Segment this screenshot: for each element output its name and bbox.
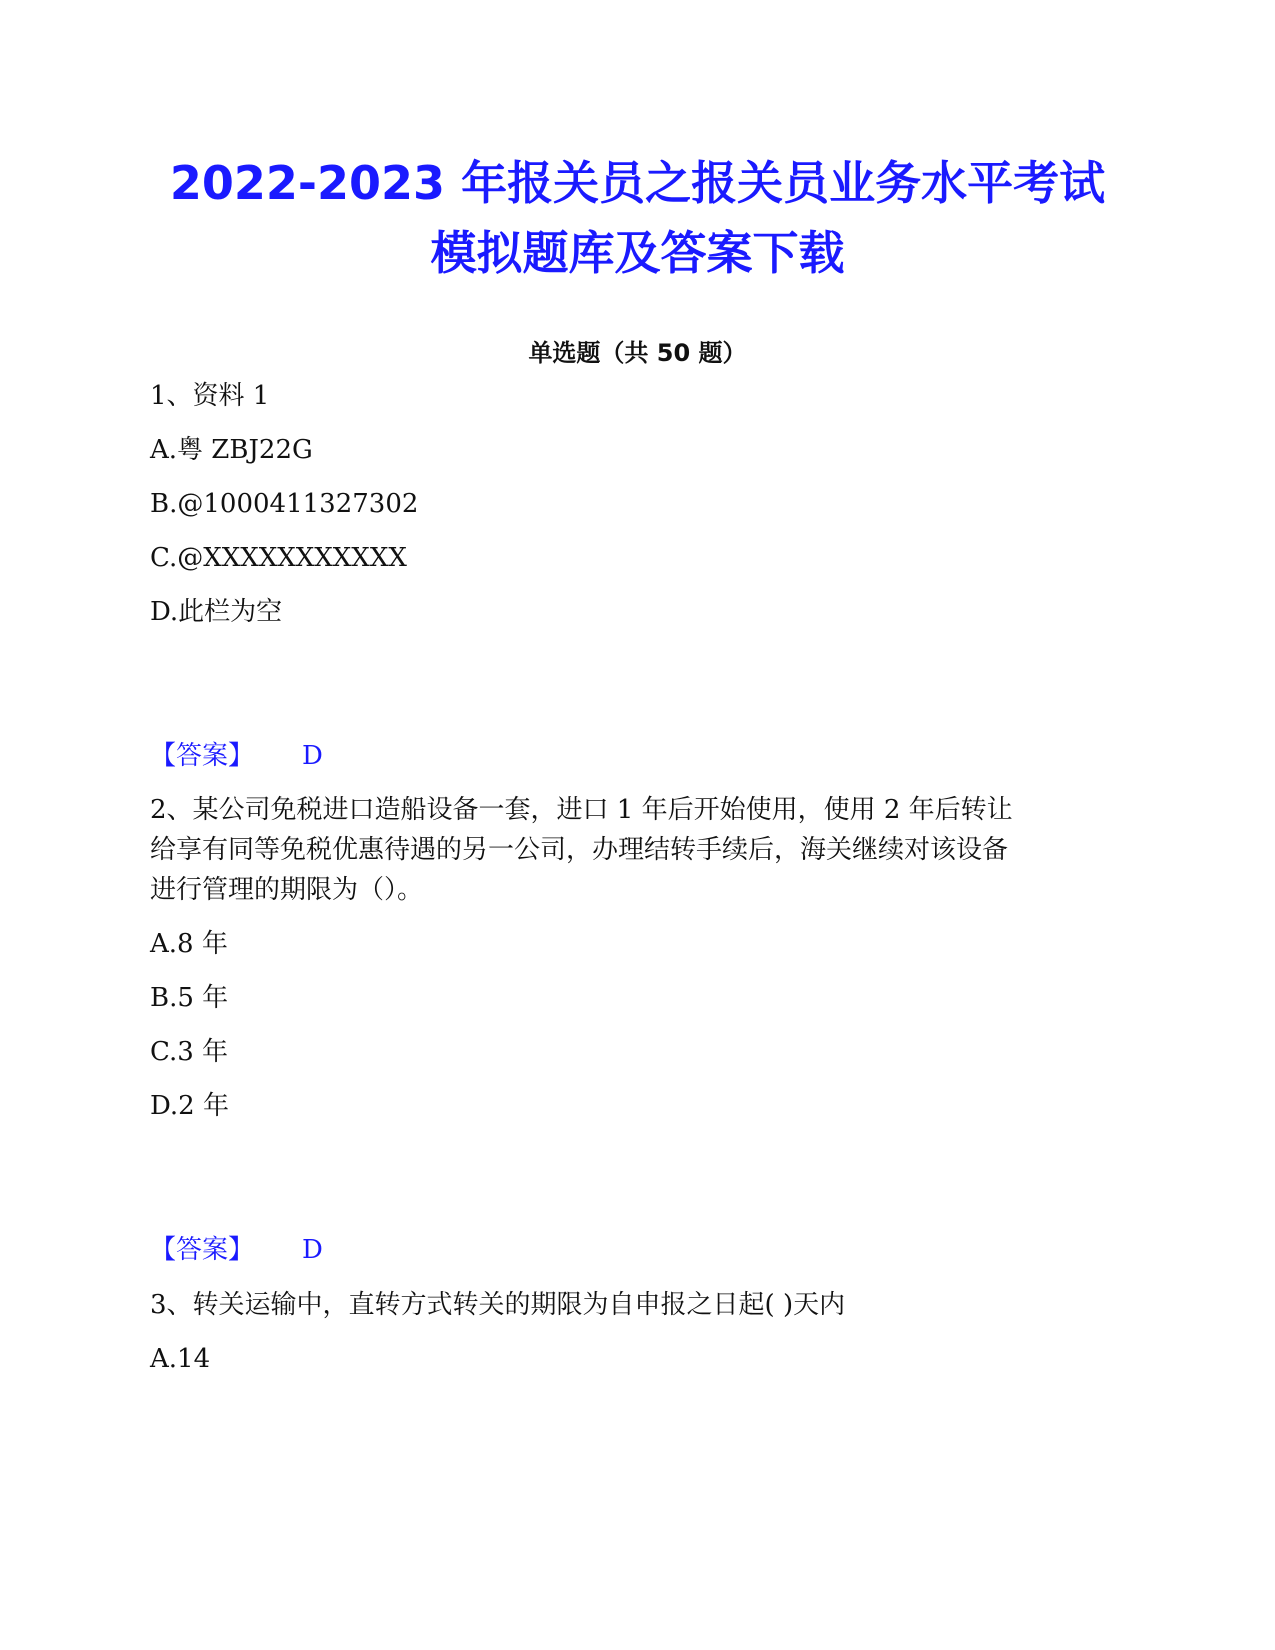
question-3-stem: 3、转关运输中，直转方式转关的期限为自申报之日起( )天内 xyxy=(150,1290,846,1320)
question-2-option-b: B.5 年 xyxy=(150,983,229,1013)
answer-label: 【答案】 xyxy=(150,1235,255,1265)
answer-value: D xyxy=(302,1235,323,1265)
question-2-option-a: A.8 年 xyxy=(150,929,228,959)
question-2-stem-line-1: 2、某公司免税进口造船设备一套，进口 1 年后开始使用，使用 2 年后转让 xyxy=(150,795,1013,825)
question-1-answer xyxy=(150,738,323,774)
answer-label: 【答案】 xyxy=(150,741,255,771)
question-1-stem: 1、资料 1 xyxy=(150,381,270,411)
question-2-stem-line-2: 给享有同等免税优惠待遇的另一公司，办理结转手续后，海关继续对该设备 xyxy=(150,835,1009,865)
section-heading: 单选题（共 50 题） xyxy=(528,339,747,367)
question-1-option-c: C.@XXXXXXXXXXX xyxy=(150,543,407,573)
document-title-line-2: 模拟题库及答案下载 xyxy=(430,226,845,280)
question-3-option-a: A.14 xyxy=(150,1344,211,1374)
question-2-option-c: C.3 年 xyxy=(150,1037,229,1067)
question-1-option-b: B.@1000411327302 xyxy=(150,489,419,519)
question-1-option-d: D.此栏为空 xyxy=(150,597,283,627)
answer-value: D xyxy=(302,741,323,771)
question-2-stem-line-3: 进行管理的期限为（）。 xyxy=(150,875,424,905)
document-title-line-1: 2022-2023 年报关员之报关员业务水平考试 xyxy=(169,156,1106,210)
question-1-option-a: A.粤 ZBJ22G xyxy=(150,435,313,465)
question-2-option-d: D.2 年 xyxy=(150,1091,229,1121)
question-2-answer xyxy=(150,1232,323,1268)
